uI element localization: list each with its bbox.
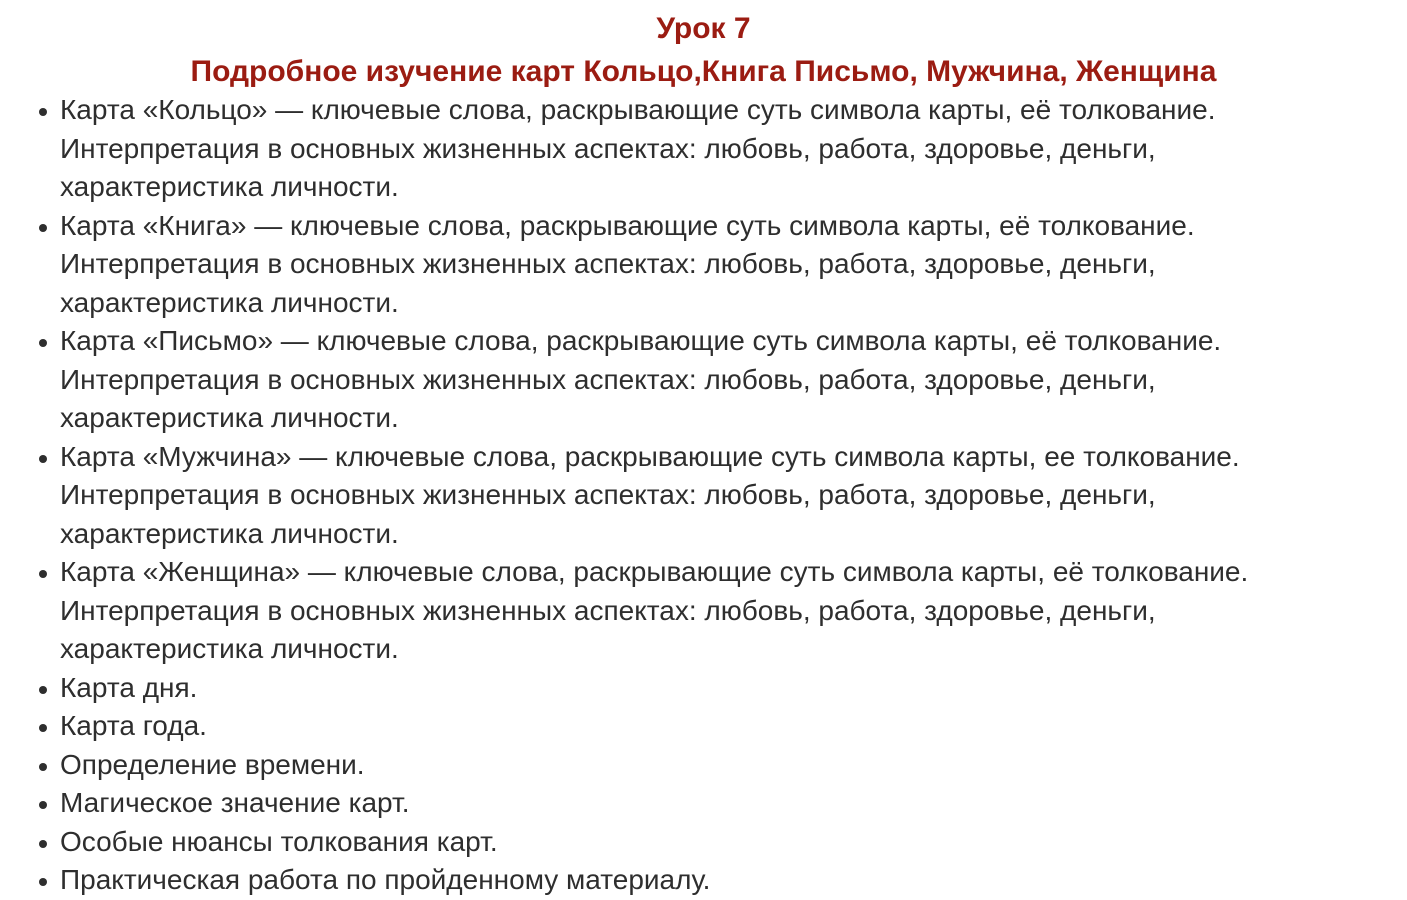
topic-line: характеристика личности. [60,633,399,664]
topic-item-book [0,207,1300,323]
lesson-subtitle: Подробное изучение карт Кольцо,Книга Письмо, Мужчина, Женщина [190,55,1217,88]
topic-item-card-of-day [0,669,1300,708]
topic-line: характеристика личности. [60,171,399,202]
bullet-icon [39,763,47,771]
topic-line: Карта «Женщина» — ключевые слова, раскрывающие суть символа карты, её толкование. [60,556,1249,587]
topic-line: Интерпретация в основных жизненных аспектах: любовь, работа, здоровье, деньги, [60,479,1156,510]
bullet-icon [39,339,47,347]
bullet-icon [39,455,47,463]
topic-item-ring [0,91,1300,207]
topic-item-nuances [0,823,1300,862]
bullet-icon [39,724,47,732]
topic-line: Карта дня. [60,671,198,703]
topic-item-magic-meaning [0,784,1300,823]
topic-line: Интерпретация в основных жизненных аспектах: любовь, работа, здоровье, деньги, [60,594,1156,626]
bullet-icon [39,108,47,116]
topic-line: Определение времени. [60,748,365,780]
bullet-icon [39,801,47,809]
topic-item-letter [0,322,1300,438]
bullet-icon [39,570,47,578]
topic-line: Особые нюансы толкования карт. [60,825,498,857]
topic-item-timing [0,746,1300,785]
bullet-icon [39,840,47,848]
topic-line: характеристика личности. [60,402,399,433]
topic-line: характеристика личности. [60,286,399,318]
topic-line: Практическая работа по пройденному материалу. [60,864,711,895]
topic-line: Магическое значение карт. [60,787,410,818]
topic-line: Интерпретация в основных жизненных аспектах: любовь, работа, здоровье, деньги, [60,248,1156,279]
topic-line: Карта года. [60,710,207,741]
topic-line: Карта «Письмо» — ключевые слова, раскрывающие суть символа карты, её толкование. [60,325,1222,356]
bullet-icon [39,686,47,694]
topic-item-card-of-year [0,707,1300,746]
topic-item-woman [0,553,1300,669]
topic-item-man [0,438,1300,554]
topic-item-practice [0,861,1300,900]
bullet-icon [39,878,47,886]
topic-line: Карта «Книга» — ключевые слова, раскрывающие суть символа карты, её толкование. [60,209,1195,241]
bullet-icon [39,224,47,232]
topic-line: Интерпретация в основных жизненных аспектах: любовь, работа, здоровье, деньги, [60,363,1156,395]
topic-line: Карта «Кольцо» — ключевые слова, раскрывающие суть символа карты, её толкование. [60,94,1216,125]
topic-list [0,91,1300,900]
topic-line: Интерпретация в основных жизненных аспектах: любовь, работа, здоровье, деньги, [60,132,1156,164]
topic-line: Карта «Мужчина» — ключевые слова, раскрывающие суть символа карты, ее толкование. [60,440,1240,472]
lesson-number-title: Урок 7 [656,12,751,45]
topic-line: характеристика личности. [60,517,399,549]
